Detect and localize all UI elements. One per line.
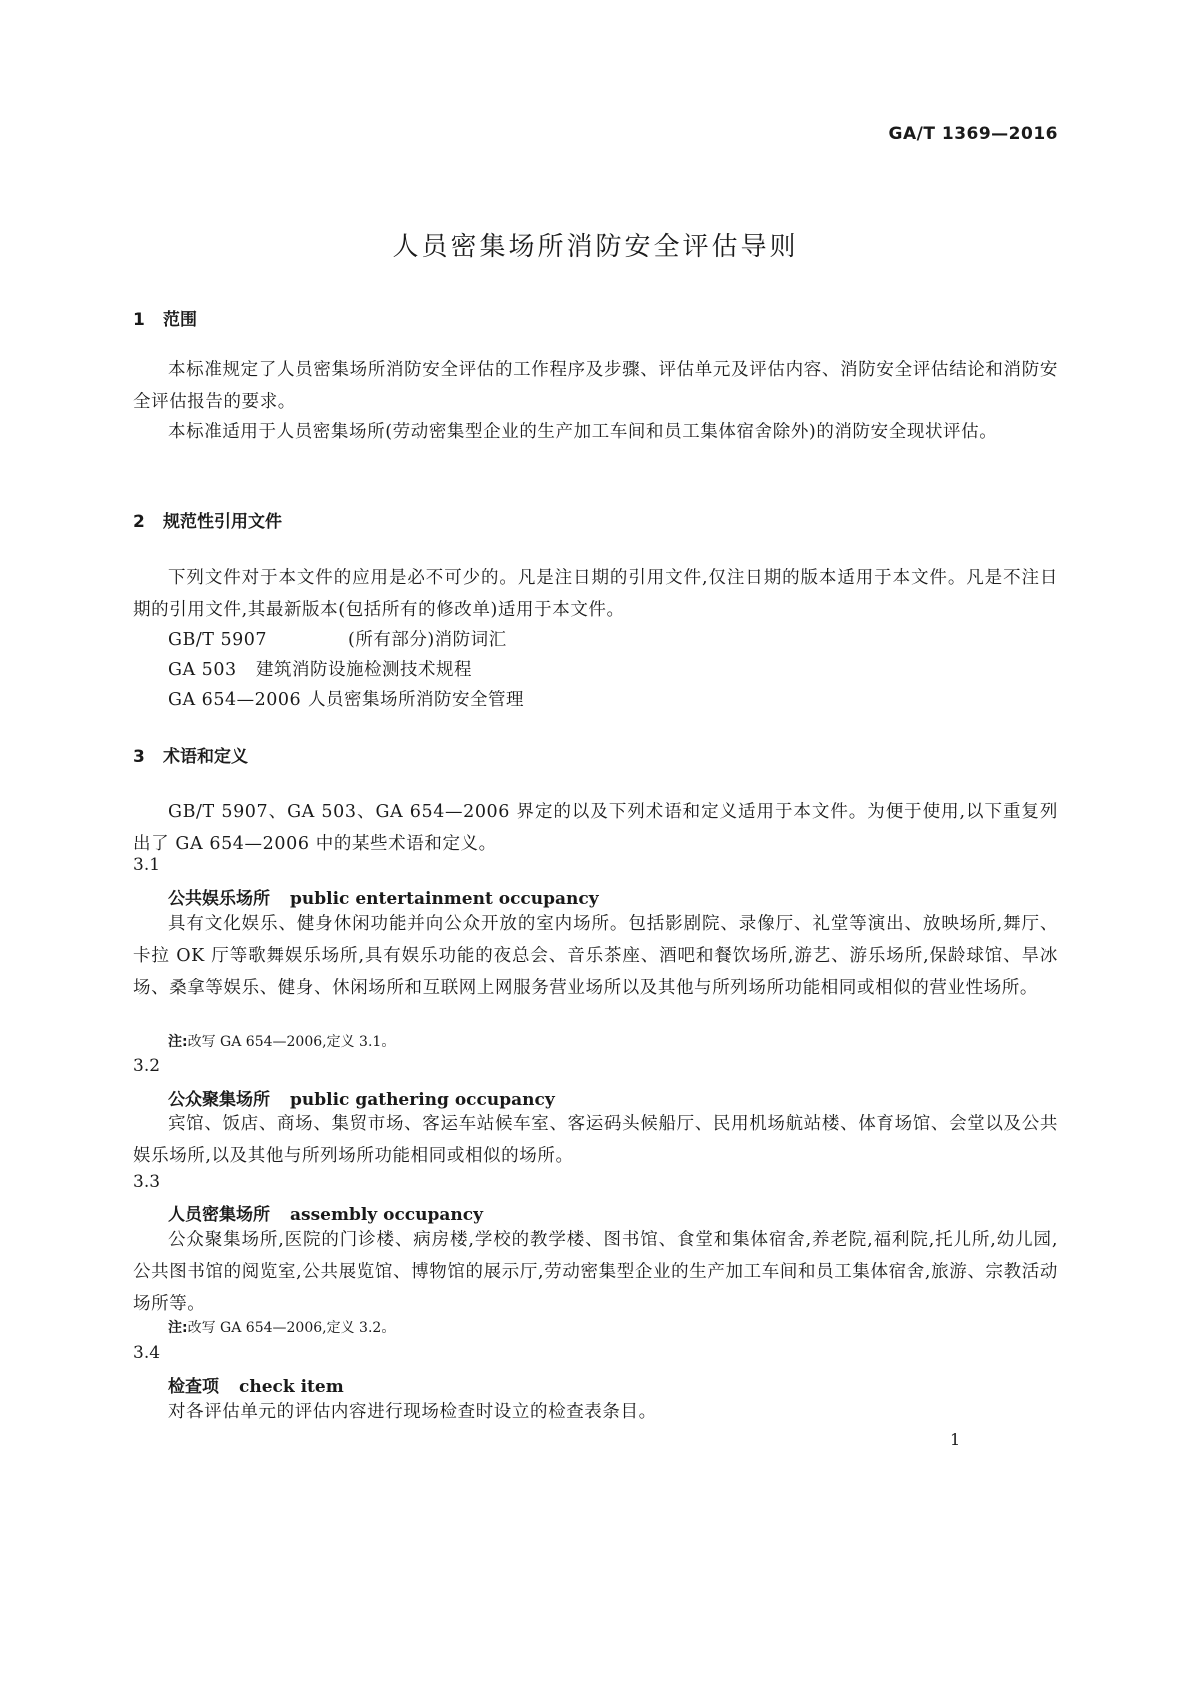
reference-name: (所有部分)消防词汇 [348, 630, 507, 650]
reference-code: GA 654—2006 [168, 690, 302, 710]
term-number: 3.2 [133, 1056, 161, 1076]
reference-code: GA 503 [168, 660, 237, 680]
term-heading [168, 1372, 344, 1397]
section-3-paragraph-1: GB/T 5907、GA 503、GA 654—2006 界定的以及下列术语和定义适用于本文件。为便于使用,以下重复列出了 GA 654—2006 中的某些术语和定义。 [133, 802, 1058, 854]
section-number: 2 [133, 512, 145, 532]
term-note [168, 1317, 395, 1337]
term-definition: 宾馆、饭店、商场、集贸市场、客运车站候车室、客运码头候船厅、民用机场航站楼、体育场馆、会堂以及公共娱乐场所,以及其他与所列场所功能相同或相似的场所。 [133, 1114, 1058, 1166]
term-note [168, 1031, 395, 1051]
term-heading [168, 884, 599, 909]
section-1-paragraph-1: 本标准规定了人员密集场所消防安全评估的工作程序及步骤、评估单元及评估内容、消防安全评估结论和消防安全评估报告的要求。 [133, 360, 1058, 412]
section-1-heading [133, 305, 197, 330]
section-2-heading [133, 507, 282, 532]
term-definition: 公众聚集场所,医院的门诊楼、病房楼,学校的教学楼、图书馆、食堂和集体宿舍,养老院,福利院,托儿所,幼儿园,公共图书馆的阅览室,公共展览馆、博物馆的展示厅,劳动密集型企业的生产加工车间和员工集体宿舍,旅游、宗教活动场所等。 [133, 1230, 1058, 1314]
term-heading [168, 1085, 555, 1110]
reference-name: 建筑消防设施检测技术规程 [256, 660, 472, 680]
section-3-heading [133, 742, 248, 767]
term-number: 3.1 [133, 855, 161, 875]
normative-reference [168, 686, 524, 711]
section-number: 3 [133, 747, 145, 767]
term-definition: 具有文化娱乐、健身休闲功能并向公众开放的室内场所。包括影剧院、录像厅、礼堂等演出、放映场所,舞厅、卡拉 OK 厅等歌舞娱乐场所,具有娱乐功能的夜总会、音乐茶座、酒吧和餐饮场所,游艺、游乐场所,保龄球馆、旱冰场、桑拿等娱乐、健身、休闲场所和互联网上网服务营业场所以及其他与所列场所功能相同或相似的营业性场所。 [133, 914, 1058, 998]
section-2-paragraph-1: 下列文件对于本文件的应用是必不可少的。凡是注日期的引用文件,仅注日期的版本适用于本文件。凡是不注日期的引用文件,其最新版本(包括所有的修改单)适用于本文件。 [133, 568, 1058, 620]
standard-number: GA/T 1369—2016 [888, 124, 1058, 144]
note-text: 改写 GA 654—2006,定义 3.2。 [187, 1320, 396, 1336]
section-1-paragraph-2: 本标准适用于人员密集场所(劳动密集型企业的生产加工车间和员工集体宿舍除外)的消防安全现状评估。 [168, 422, 998, 442]
section-title: 规范性引用文件 [163, 512, 282, 532]
normative-reference [168, 626, 507, 651]
term-number: 3.4 [133, 1343, 161, 1363]
term-heading [168, 1200, 483, 1225]
section-title: 术语和定义 [163, 747, 248, 767]
term-chinese: 公众聚集场所 [168, 1090, 270, 1110]
term-chinese: 人员密集场所 [168, 1205, 270, 1225]
document-title: 人员密集场所消防安全评估导则 [392, 232, 799, 262]
term-definition: 对各评估单元的评估内容进行现场检查时设立的检查表条目。 [168, 1402, 657, 1422]
term-chinese: 公共娱乐场所 [168, 889, 270, 909]
note-label: 注: [168, 1320, 188, 1336]
note-text: 改写 GA 654—2006,定义 3.1。 [187, 1034, 396, 1050]
section-title: 范围 [163, 310, 197, 330]
page-number: 1 [950, 1430, 961, 1449]
reference-name: 人员密集场所消防安全管理 [308, 690, 524, 710]
term-english: assembly occupancy [290, 1205, 483, 1225]
reference-code: GB/T 5907 [168, 630, 268, 650]
term-chinese: 检查项 [168, 1377, 219, 1397]
term-english: check item [239, 1377, 344, 1397]
term-english: public gathering occupancy [290, 1090, 555, 1110]
normative-reference [168, 656, 472, 681]
term-english: public entertainment occupancy [290, 889, 599, 909]
note-label: 注: [168, 1034, 188, 1050]
term-number: 3.3 [133, 1172, 161, 1192]
section-number: 1 [133, 310, 145, 330]
